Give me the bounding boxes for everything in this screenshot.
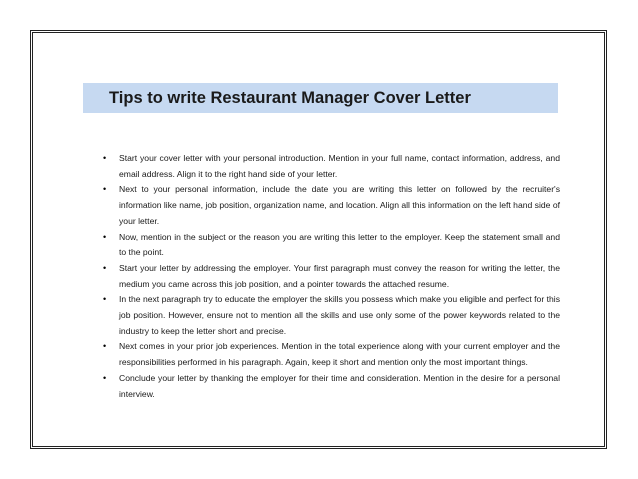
list-item <box>103 339 560 370</box>
tip-text: Now, mention in the subject or the reason you are writing this letter to the employer. Keep the statement small and to the point. <box>119 231 560 258</box>
bullet-icon: • <box>103 262 107 273</box>
bullet-icon: • <box>103 153 107 163</box>
tip-text: Conclude your letter by thanking the employer for their time and consideration. Mention in the desire for a personal interview. <box>119 372 560 399</box>
page-frame <box>30 30 607 449</box>
tips-list <box>103 151 560 402</box>
bullet-icon: • <box>103 294 107 305</box>
list-item <box>103 261 560 292</box>
bullet-icon: • <box>103 341 107 352</box>
bullet-icon: • <box>103 231 107 242</box>
list-item <box>103 371 560 402</box>
tip-text: Start your letter by addressing the employer. Your first paragraph must convey the reason for writing the letter, the medium you came across this job position, and a pointer towards the attached resume. <box>119 262 560 289</box>
list-item <box>103 230 560 261</box>
list-item <box>103 151 560 182</box>
page-title: Tips to write Restaurant Manager Cover Letter <box>109 89 471 107</box>
list-item <box>103 292 560 339</box>
tip-text: Start your cover letter with your personal introduction. Mention in your full name, contact information, address, and email address. Align it to the right hand side of your letter. <box>119 153 560 179</box>
tip-text: Next comes in your prior job experiences. Mention in the total experience along with your current employer and the responsibilities performed in his paragraph. Again, keep it short and mention only the most important things. <box>119 341 560 368</box>
title-bar <box>83 83 558 113</box>
tip-text: In the next paragraph try to educate the employer the skills you possess which make you eligible and perfect for this job position. However, ensure not to mention all the skills and use only some of the power keywords related to the industry to keep the letter short and precise. <box>119 294 560 336</box>
bullet-icon: • <box>103 372 107 383</box>
bullet-icon: • <box>103 184 107 195</box>
list-item <box>103 182 560 229</box>
tip-text: Next to your personal information, include the date you are writing this letter on followed by the recruiter's information like name, job position, organization name, and location. Align all this information on the left hand side of your letter. <box>119 184 560 226</box>
